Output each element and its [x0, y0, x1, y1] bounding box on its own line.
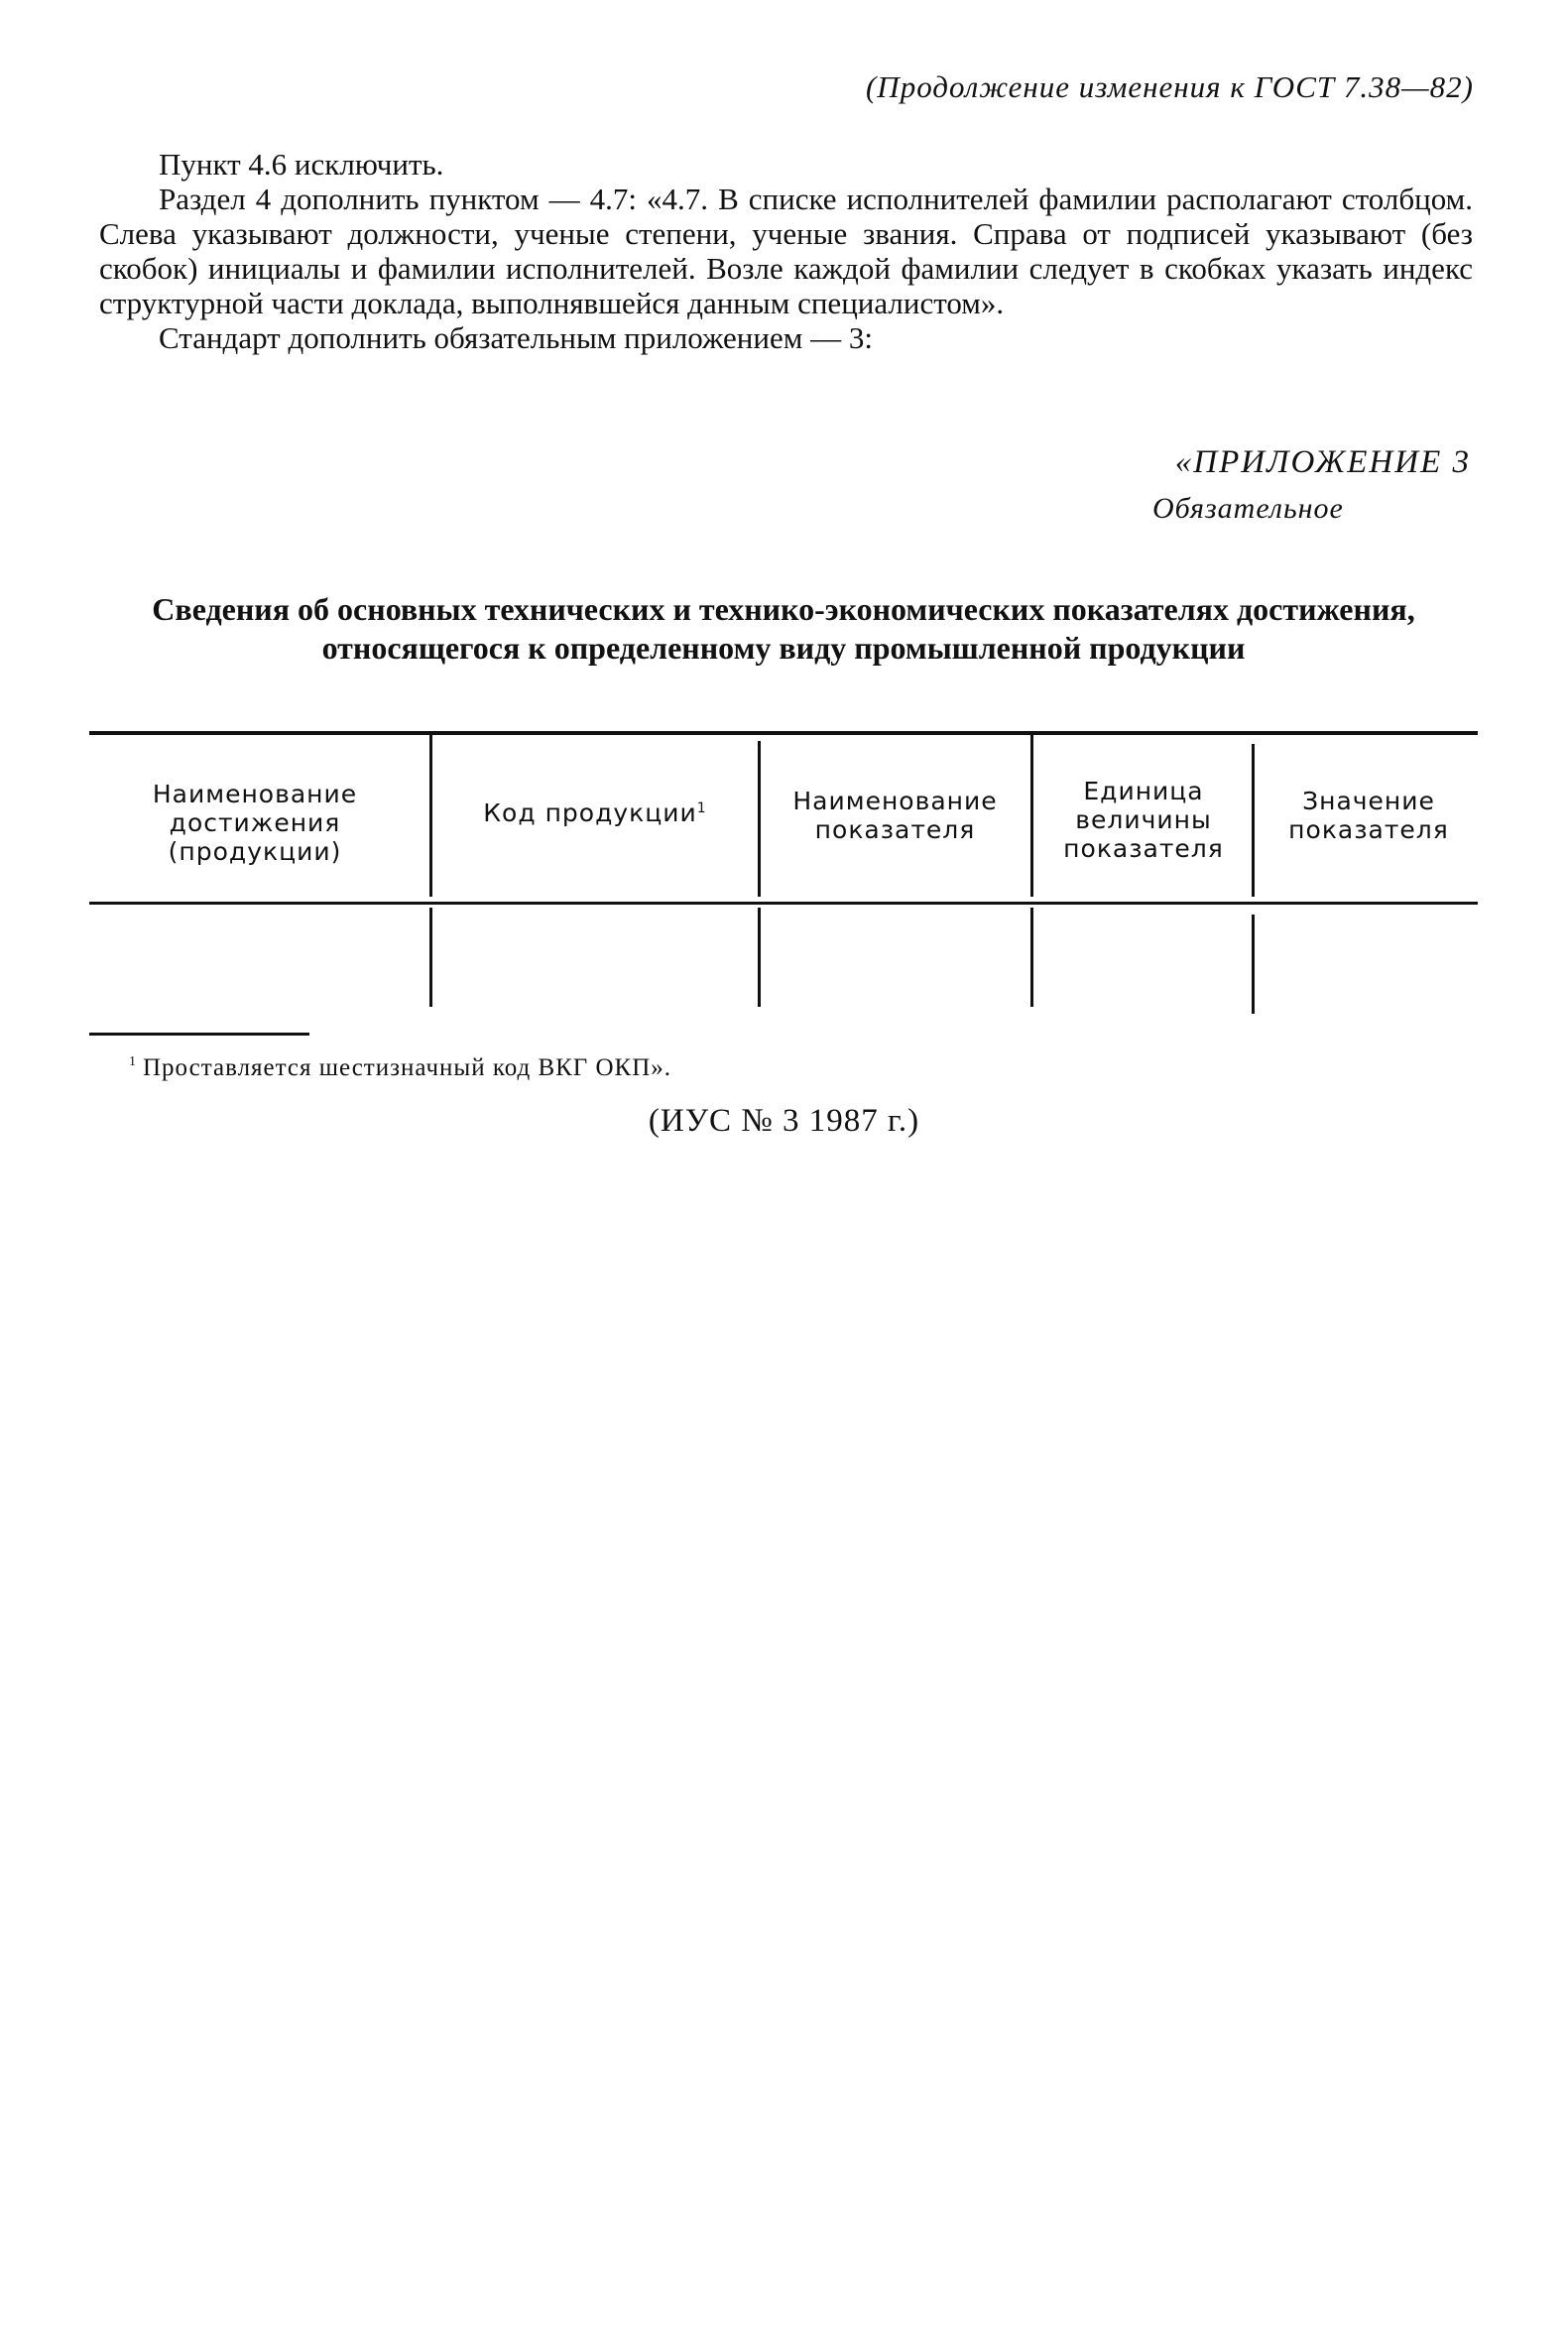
table-column-divider [758, 741, 761, 897]
product-code-label: Код продукции [483, 798, 697, 827]
table-header-product-code [441, 798, 749, 827]
table-title: Сведения об основных технических и технико-экономических показателях достижения, относящегося к определенному виду промышленной продукции [152, 591, 1415, 666]
footnote-marker: 1 [129, 1054, 137, 1069]
paragraph-section-4-7: Раздел 4 дополнить пунктом — 4.7: «4.7. В списке исполнителей фамилии располагают столбцом. Слева указывают должности, ученые степени, ученые звания. Справа от подписей указывают (без скобок) инициалы и фамилии исполнителей. Возле каждой фамилии следует в скобках указать индекс структурной части доклада, выполнявшейся данным специалистом». [99, 182, 1473, 320]
table-column-divider [429, 908, 432, 1007]
table-header-rule [89, 902, 1478, 905]
footnote [129, 1054, 671, 1082]
table-column-divider [1252, 744, 1255, 897]
table-header-achievement: Наименование достижения (продукции) [152, 780, 358, 866]
table-column-divider [1030, 908, 1033, 1007]
source-reference: (ИУС № 3 1987 г.) [648, 1103, 920, 1139]
appendix-title: «ПРИЛОЖЕНИЕ 3 [1174, 444, 1471, 480]
table-column-divider [758, 908, 761, 1007]
table-header-indicator-name: Наименование показателя [792, 787, 998, 844]
continuation-header: (Продолжение изменения к ГОСТ 7.38—82) [865, 69, 1474, 104]
paragraph-item-4-6: Пункт 4.6 исключить. [159, 147, 444, 182]
table-top-rule [89, 731, 1478, 735]
table-column-divider [429, 735, 432, 897]
footnote-ref: 1 [696, 800, 707, 816]
table-column-divider [1030, 735, 1033, 897]
paragraph-appendix-add: Стандарт дополнить обязательным приложением — 3: [159, 320, 873, 355]
amendment-text [99, 147, 1473, 355]
table-header-value: Значение показателя [1288, 787, 1449, 844]
footnote-rule [89, 1033, 309, 1036]
footnote-text: Проставляется шестизначный код ВКГ ОКП». [143, 1054, 672, 1081]
table-header-unit: Единица величины показателя [1063, 777, 1224, 863]
table-column-divider [1252, 915, 1255, 1014]
appendix-subtitle: Обязательное [1152, 492, 1344, 525]
